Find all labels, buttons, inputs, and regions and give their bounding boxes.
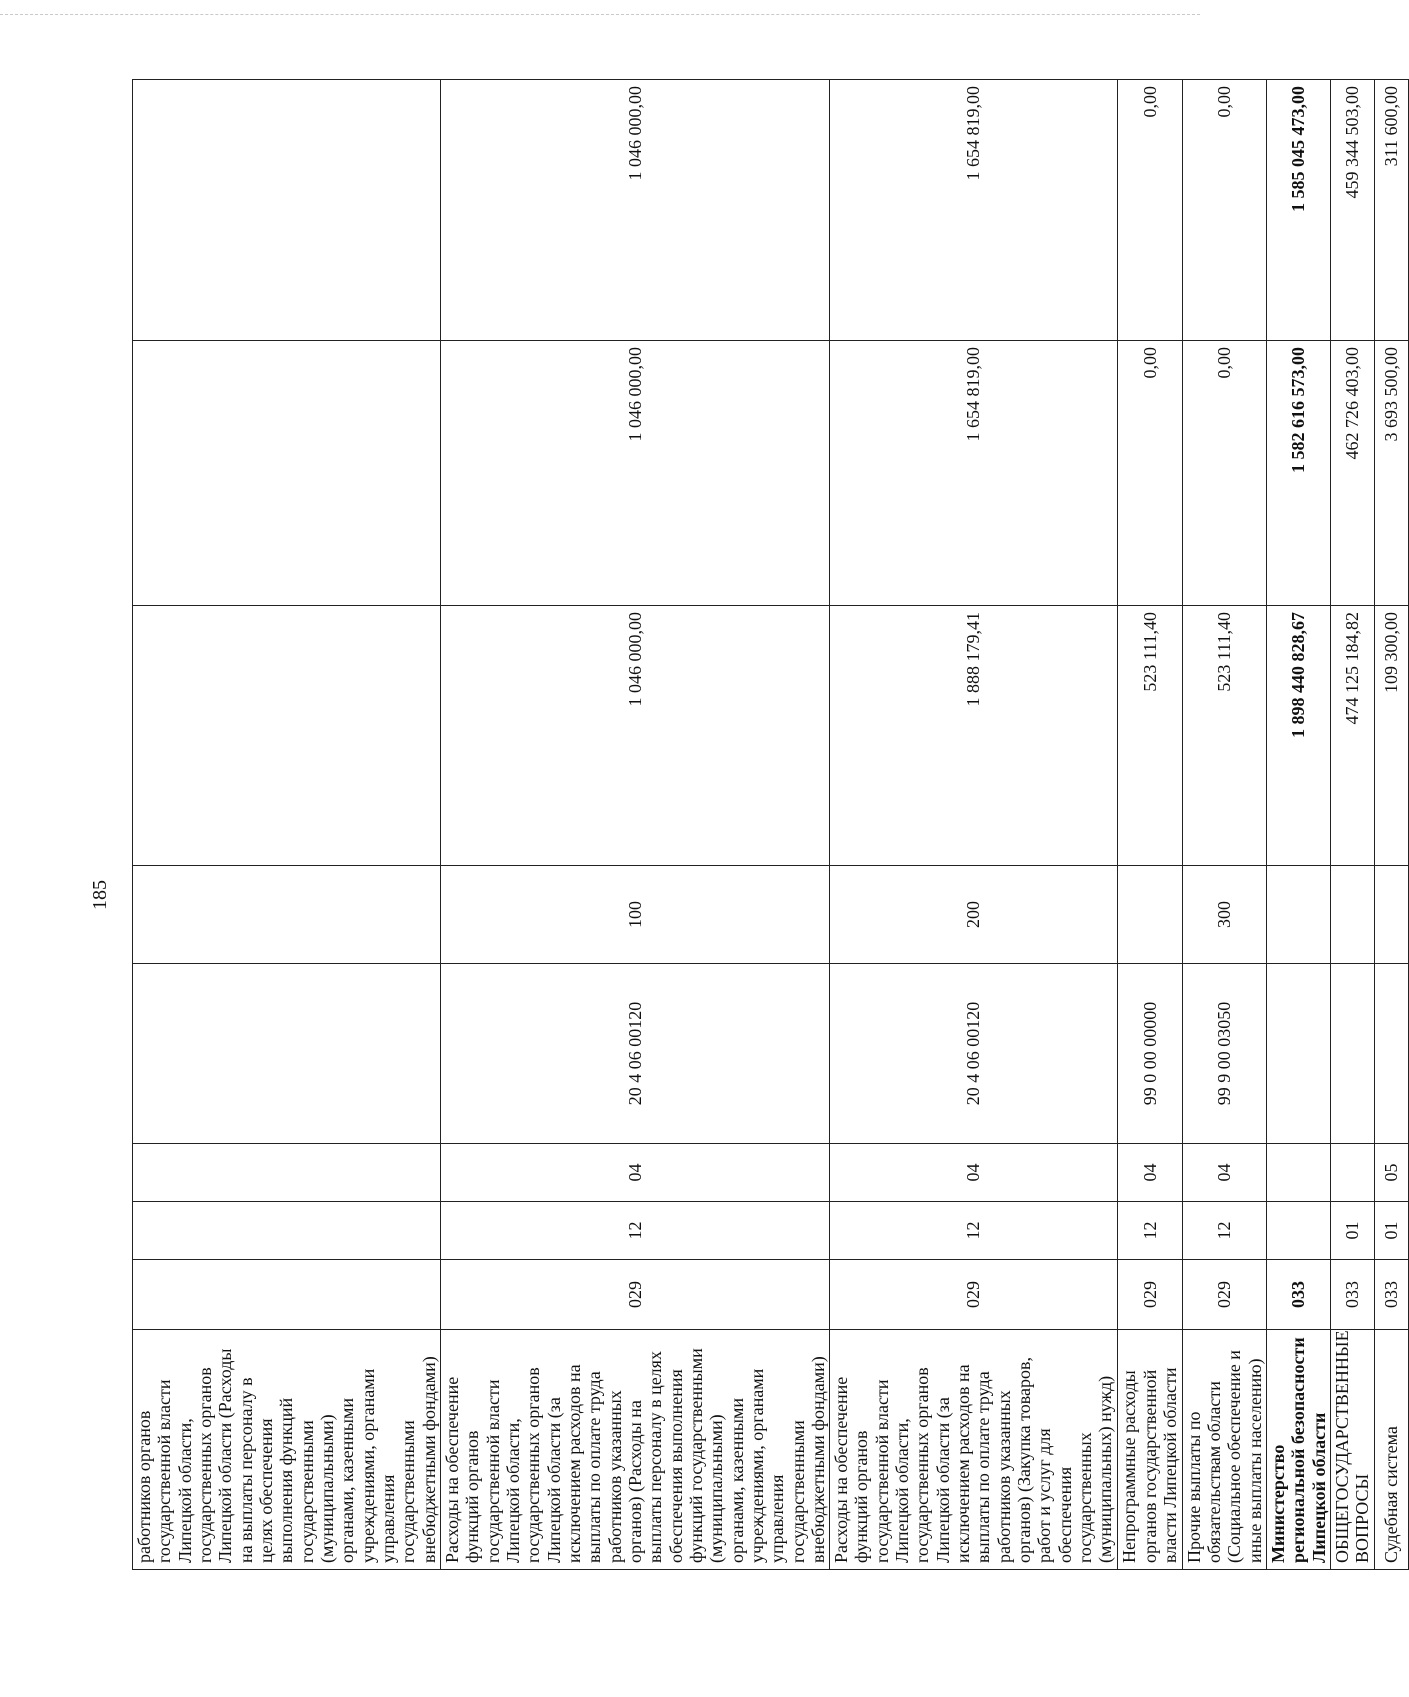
ministry-code-cell: 029 (440, 1260, 829, 1330)
amount-year2-cell: 1 046 000,00 (440, 341, 829, 606)
expense-type-cell (1331, 866, 1375, 964)
budget-table (132, 79, 1409, 1570)
table-row (1331, 80, 1375, 1570)
subsection-code-cell: 04 (440, 1144, 829, 1202)
row-name-cell: Расходы на обеспечение функций органов государственной власти Липецкой области, государственных органов Липецкой области (за исключением расходов на выплаты по оплате труда работников указанных органов) (Закупка товаров, работ и услуг для обеспечения государственных (муниципальных) нужд) (830, 1330, 1118, 1570)
amount-year3-cell: 1 654 819,00 (830, 80, 1118, 341)
amount-year3-cell: 0,00 (1182, 80, 1266, 341)
expense-type-cell (1267, 866, 1331, 964)
table-row (1374, 80, 1408, 1570)
table-row (440, 80, 829, 1570)
amount-year3-cell (133, 80, 441, 341)
subsection-code-cell (1331, 1144, 1375, 1202)
amount-year2-cell: 3 693 500,00 (1374, 341, 1408, 606)
target-article-cell: 99 9 00 03050 (1182, 964, 1266, 1144)
subsection-code-cell: 04 (1117, 1144, 1182, 1202)
amount-year1-cell: 523 111,40 (1182, 606, 1266, 866)
section-code-cell: 01 (1374, 1202, 1408, 1260)
amount-year1-cell: 1 046 000,00 (440, 606, 829, 866)
row-name-cell: ОБЩЕГОСУДАРСТВЕННЫЕ ВОПРОСЫ (1331, 1330, 1375, 1570)
expense-type-cell: 300 (1182, 866, 1266, 964)
amount-year2-cell: 0,00 (1182, 341, 1266, 606)
expense-type-cell: 200 (830, 866, 1118, 964)
target-article-cell (1267, 964, 1331, 1144)
row-name-cell: Министерство региональной безопасности Липецкой области (1267, 1330, 1331, 1570)
amount-year2-cell: 1 582 616 573,00 (1267, 341, 1331, 606)
budget-table-body (133, 80, 1409, 1570)
ministry-code-cell: 033 (1331, 1260, 1375, 1330)
amount-year1-cell: 1 898 440 828,67 (1267, 606, 1331, 866)
target-article-cell (1374, 964, 1408, 1144)
rotated-page-content (132, 80, 1402, 1570)
amount-year3-cell: 0,00 (1117, 80, 1182, 341)
table-row (1267, 80, 1331, 1570)
amount-year3-cell: 311 600,00 (1374, 80, 1408, 341)
section-code-cell: 12 (1182, 1202, 1266, 1260)
scan-edge-line (0, 14, 1200, 15)
section-code-cell (133, 1202, 441, 1260)
section-code-cell (1267, 1202, 1331, 1260)
amount-year1-cell: 523 111,40 (1117, 606, 1182, 866)
subsection-code-cell: 05 (1374, 1144, 1408, 1202)
amount-year2-cell: 462 726 403,00 (1331, 341, 1375, 606)
amount-year2-cell (133, 341, 441, 606)
row-name-cell: Расходы на обеспечение функций органов государственной власти Липецкой области, государственных органов Липецкой области (за исключением расходов на выплаты по оплате труда работников указанных органов) (Расходы на выплаты персоналу в целях обеспечения выполнения функций государственными (муниципальными) органами, казенными учреждениями, органами управления государственными внебюджетными фондами) (440, 1330, 829, 1570)
target-article-cell (1331, 964, 1375, 1144)
ministry-code-cell: 029 (830, 1260, 1118, 1330)
expense-type-cell (1117, 866, 1182, 964)
row-name-cell: Прочие выплаты по обязательствам области (Социальное обеспечение и иные выплаты населению) (1182, 1330, 1266, 1570)
amount-year1-cell: 109 300,00 (1374, 606, 1408, 866)
table-row (1117, 80, 1182, 1570)
row-name-cell: Непрограммные расходы органов государственной власти Липецкой области (1117, 1330, 1182, 1570)
page-number: 185 (89, 880, 111, 910)
expense-type-cell (133, 866, 441, 964)
section-code-cell: 12 (440, 1202, 829, 1260)
ministry-code-cell: 029 (1117, 1260, 1182, 1330)
ministry-code-cell: 033 (1374, 1260, 1408, 1330)
target-article-cell: 20 4 06 00120 (440, 964, 829, 1144)
section-code-cell: 01 (1331, 1202, 1375, 1260)
target-article-cell (133, 964, 441, 1144)
amount-year3-cell: 1 585 045 473,00 (1267, 80, 1331, 341)
expense-type-cell: 100 (440, 866, 829, 964)
table-row (1182, 80, 1266, 1570)
amount-year1-cell: 1 888 179,41 (830, 606, 1118, 866)
expense-type-cell (1374, 866, 1408, 964)
amount-year1-cell: 474 125 184,82 (1331, 606, 1375, 866)
amount-year3-cell: 459 344 503,00 (1331, 80, 1375, 341)
row-name-cell: работников органов государственной власти Липецкой области, государственных органов Липецкой области (Расходы на выплаты персоналу в целях обеспечения выполнения функций государственными (муниципальными) органами, казенными учреждениями, органами управления государственными внебюджетными фондами) (133, 1330, 441, 1570)
target-article-cell: 20 4 06 00120 (830, 964, 1118, 1144)
subsection-code-cell (133, 1144, 441, 1202)
target-article-cell: 99 0 00 00000 (1117, 964, 1182, 1144)
ministry-code-cell: 029 (1182, 1260, 1266, 1330)
row-name-cell: Судебная система (1374, 1330, 1408, 1570)
section-code-cell: 12 (830, 1202, 1118, 1260)
ministry-code-cell (133, 1260, 441, 1330)
subsection-code-cell: 04 (830, 1144, 1118, 1202)
amount-year2-cell: 0,00 (1117, 341, 1182, 606)
amount-year2-cell: 1 654 819,00 (830, 341, 1118, 606)
subsection-code-cell: 04 (1182, 1144, 1266, 1202)
table-row (830, 80, 1118, 1570)
subsection-code-cell (1267, 1144, 1331, 1202)
ministry-code-cell: 033 (1267, 1260, 1331, 1330)
amount-year1-cell (133, 606, 441, 866)
section-code-cell: 12 (1117, 1202, 1182, 1260)
amount-year3-cell: 1 046 000,00 (440, 80, 829, 341)
table-row (133, 80, 441, 1570)
